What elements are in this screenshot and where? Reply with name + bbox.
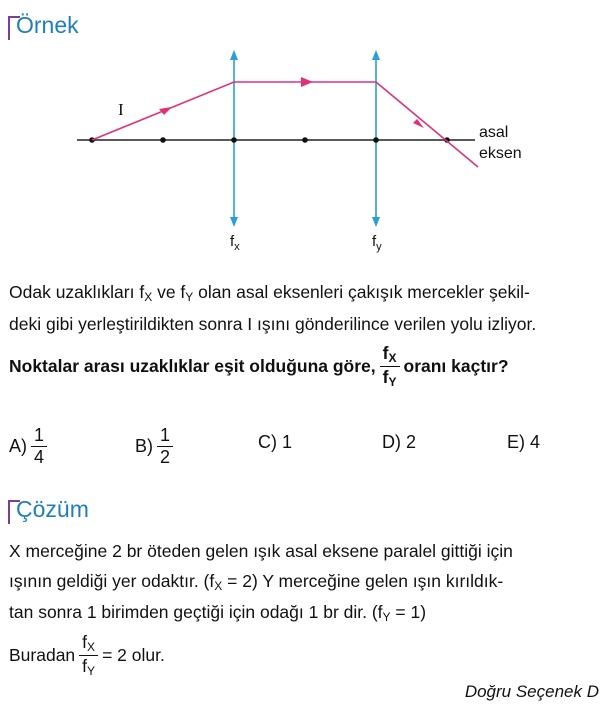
axis-point <box>160 137 166 143</box>
example-header: Örnek <box>8 14 79 37</box>
option-a[interactable]: A) $\frac{1}{4}$ <box>9 425 51 467</box>
option-e[interactable]: E) 4 <box>507 432 541 452</box>
lens-y-label: $f_y$ <box>372 233 382 253</box>
axis-label-eksen: eksen <box>479 145 522 162</box>
lens-y-arrow-bottom <box>372 217 380 227</box>
header-bracket-icon <box>8 500 20 524</box>
lens-x-arrow-bottom <box>230 217 238 227</box>
ray-arrow-1 <box>159 107 172 115</box>
lens-x-label: $f_x$ <box>230 233 240 253</box>
question-fraction: $\frac{f_X}{f_Y}$ <box>380 343 400 390</box>
ray-label: I <box>118 100 124 119</box>
question-line-3: Noktalar arası uzaklıklar eşit olduğuna göre, $\frac{f_X}{f_Y}$ oranı kaçtır? <box>9 343 509 389</box>
optics-diagram <box>0 0 607 260</box>
question-line-2: deki gibi yerleştirildikten sonra I ışını gönderilince verilen yolu izliyor. <box>9 314 537 334</box>
axis-point <box>373 137 379 143</box>
solution-line-2: ışının geldiği yer odaktır. $(f_X = 2)$ Y merceğine gelen ışın kırıldık- <box>9 571 504 593</box>
lens-x-arrow-top <box>230 50 238 60</box>
axis-point <box>231 137 237 143</box>
lens-y-arrow-top <box>372 50 380 60</box>
solution-fraction: $\frac{f_X}{f_Y}$ <box>79 632 98 679</box>
solution-line-3: tan sonra 1 birimden geçtiği için odağı 1 br dir. $(f_Y = 1)$ <box>9 602 427 624</box>
correct-answer: Doğru Seçenek D <box>464 682 599 701</box>
axis-point <box>302 137 308 143</box>
option-c[interactable]: C) 1 <box>258 432 293 452</box>
axis-label-asal: asal <box>479 124 509 141</box>
ray-arrow-2 <box>301 77 313 87</box>
option-b[interactable]: B) $\frac{1}{2}$ <box>135 425 177 467</box>
solution-line-4: Buradan $\frac{f_X}{f_Y}$ = 2 olur. <box>9 632 165 678</box>
option-d[interactable]: D) 2 <box>382 432 417 452</box>
solution-header: Çözüm <box>8 498 89 521</box>
question-line-1: Odak uzaklıkları $f_X$ ve $f_Y$ olan asal eksenleri çakışık mercekler şekil- <box>9 282 530 304</box>
solution-line-1: X merceğine 2 br öteden gelen ışık asal eksene paralel gittiği için <box>9 541 513 561</box>
